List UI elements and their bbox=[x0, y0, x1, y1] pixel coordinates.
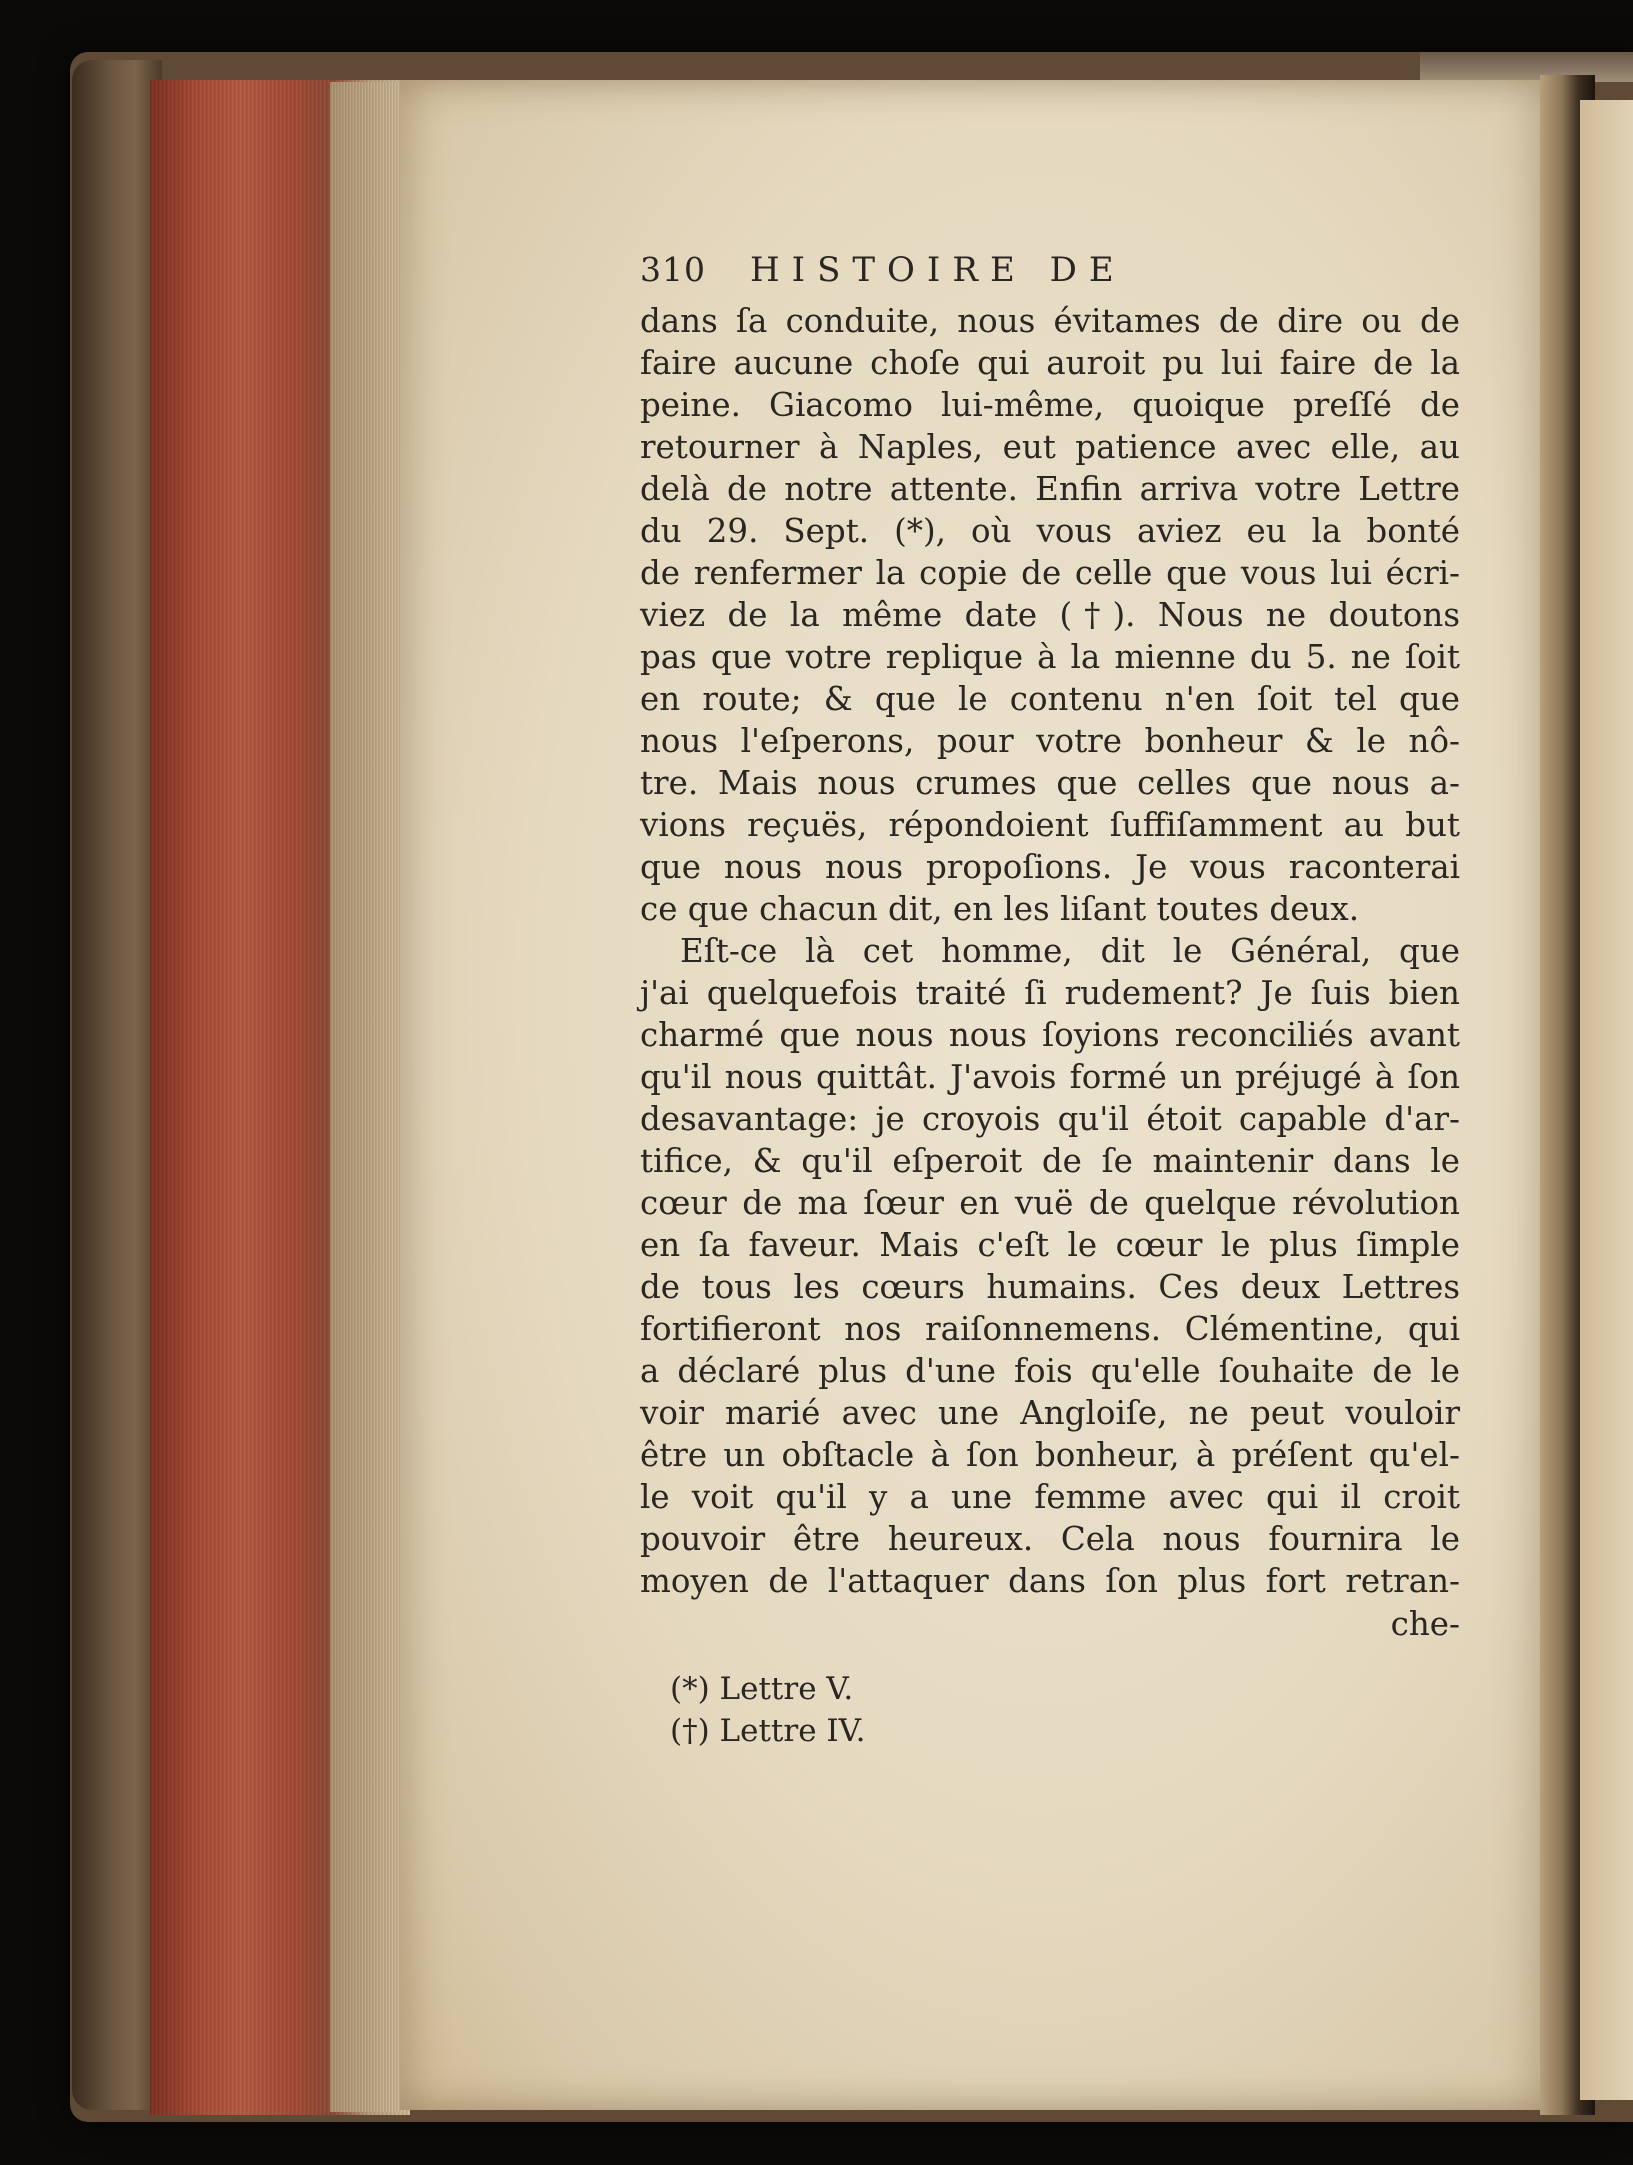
text-line: du 29. Sept. (*), où vous aviez eu la bonté bbox=[640, 512, 1460, 550]
text-line: peine. Giacomo lui-même, quoique preſſé de bbox=[640, 386, 1460, 424]
running-head bbox=[640, 240, 1460, 300]
page-text-block bbox=[640, 240, 1460, 1752]
text-line: cœur de ma ſœur en vuë de quelque révolution bbox=[640, 1184, 1460, 1222]
text-line: tre. Mais nous crumes que celles que nous a- bbox=[640, 764, 1460, 802]
text-line: voir marié avec une Angloiſe, ne peut vouloir bbox=[640, 1394, 1460, 1432]
book-cover-edge bbox=[72, 60, 162, 2110]
text-line: desavantage: je croyois qu'il étoit capable d'ar- bbox=[640, 1100, 1460, 1138]
text-line: tifice, & qu'il eſperoit de ſe maintenir dans le bbox=[640, 1142, 1460, 1180]
catchword: che- bbox=[1390, 1605, 1460, 1643]
page-number: 310 bbox=[640, 250, 706, 289]
text-line: moyen de l'attaquer dans ſon plus fort retran- bbox=[640, 1562, 1460, 1600]
text-line: de renfermer la copie de celle que vous lui écri- bbox=[640, 554, 1460, 592]
text-line: que nous nous propoſions. Je vous raconterai bbox=[640, 848, 1460, 886]
text-line: fortifieront nos raiſonnemens. Clémentine, qui bbox=[640, 1310, 1460, 1348]
facing-page-edge bbox=[1580, 100, 1633, 2100]
text-line: pouvoir être heureux. Cela nous fournira le bbox=[640, 1520, 1460, 1558]
text-line: delà de notre attente. Enfin arriva votre Lettre bbox=[640, 470, 1460, 508]
text-line: de tous les cœurs humains. Ces deux Lettres bbox=[640, 1268, 1460, 1306]
text-line: a déclaré plus d'une fois qu'elle ſouhaite de le bbox=[640, 1352, 1460, 1390]
text-line: qu'il nous quittât. J'avois formé un préjugé à ſon bbox=[640, 1058, 1460, 1096]
footnotes bbox=[640, 1668, 1460, 1752]
text-line: faire aucune choſe qui auroit pu lui faire de la bbox=[640, 344, 1460, 382]
text-line: charmé que nous nous ſoyions reconciliés avant bbox=[640, 1016, 1460, 1054]
text-line: dans ſa conduite, nous évitames de dire ou de bbox=[640, 302, 1460, 340]
text-line: nous l'eſperons, pour votre bonheur & le nô- bbox=[640, 722, 1460, 760]
text-line: ce que chacun dit, en les liſant toutes deux. bbox=[640, 890, 1360, 928]
page-edges-stack bbox=[330, 82, 405, 2112]
text-line: retourner à Naples, eut patience avec elle, au bbox=[640, 428, 1460, 466]
running-title: HISTOIRE DE bbox=[750, 250, 1126, 290]
footnote: (*) Lettre V. bbox=[670, 1671, 854, 1707]
text-line: en route; & que le contenu n'en ſoit tel que bbox=[640, 680, 1460, 718]
text-line: j'ai quelquefois traité ſi rudement? Je ſuis bien bbox=[640, 974, 1460, 1012]
text-line: le voit qu'il y a une femme avec qui il croit bbox=[640, 1478, 1460, 1516]
text-line: pas que votre replique à la mienne du 5. ne ſoit bbox=[640, 638, 1460, 676]
text-line: en ſa faveur. Mais c'eſt le cœur le plus ſimple bbox=[640, 1226, 1460, 1264]
text-line: être un obſtacle à ſon bonheur, à préſent qu'el- bbox=[640, 1436, 1460, 1474]
text-line: viez de la même date (†). Nous ne doutons bbox=[640, 596, 1460, 634]
text-line: vions reçuës, répondoient ſuffiſamment au but bbox=[640, 806, 1460, 844]
footnote: (†) Lettre IV. bbox=[670, 1713, 866, 1749]
binding-top bbox=[1420, 52, 1633, 82]
text-line: Eſt-ce là cet homme, dit le Général, que bbox=[680, 932, 1460, 970]
body-text bbox=[640, 300, 1460, 1602]
